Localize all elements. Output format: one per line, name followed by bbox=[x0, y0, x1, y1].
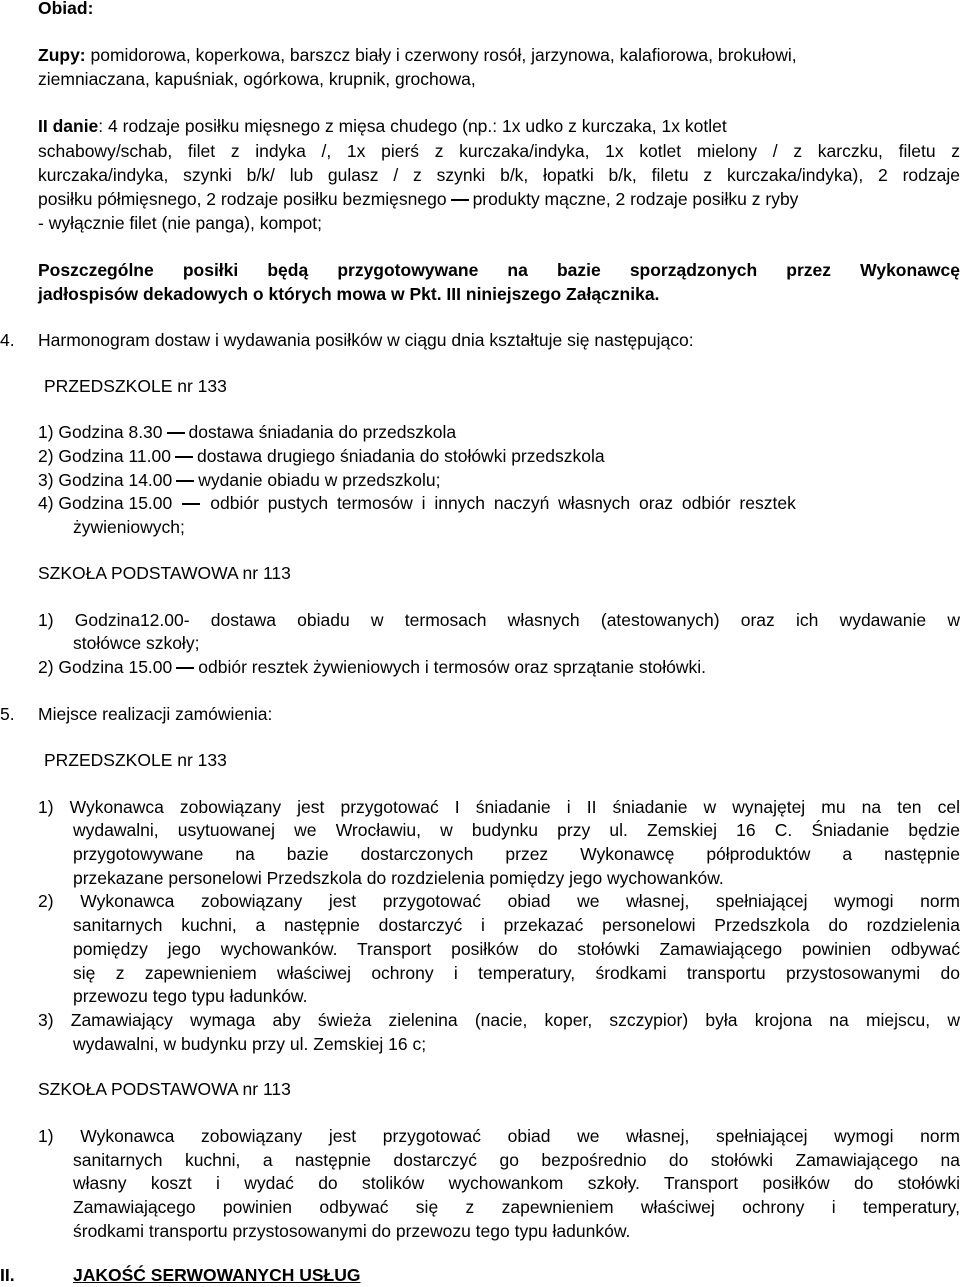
zupy-line-1 bbox=[38, 43, 797, 67]
schedule-item-3 bbox=[38, 468, 441, 492]
bold-note-line-2: jadłospisów dekadowych o których mowa w Pkt. III niniejszego Załącznika. bbox=[38, 284, 660, 304]
szkola-heading: SZKOŁA PODSTAWOWA nr 113 bbox=[38, 563, 291, 583]
obiad-heading: Obiad: bbox=[38, 0, 94, 18]
place-item-2-line-3: pomiędzy jego wychowanków. Transport posiłków do stołówki Zamawiającego powinien odbywać bbox=[73, 939, 960, 959]
szkola-heading-2: SZKOŁA PODSTAWOWA nr 113 bbox=[38, 1079, 291, 1099]
schedule-item-1 bbox=[38, 420, 456, 444]
szkola-item-1-line-4: Zamawiającego powinien odbywać się z zapewnieniem właściwej ochrony i temperatury, bbox=[73, 1197, 960, 1217]
schedule-desc: odbiór resztek żywieniowych i termosów oraz sprzątanie stołówki. bbox=[198, 657, 706, 677]
schedule-time: 1) Godzina 8.30 bbox=[38, 422, 163, 442]
zupy-line-2: ziemniaczana, kapuśniak, ogórkowa, krupnik, grochowa, bbox=[38, 69, 476, 89]
przedszkole-heading-2: PRZEDSZKOLE nr 133 bbox=[44, 750, 227, 770]
szkola-item-1-line-2: sanitarnych kuchni, a następnie dostarczyć go bezpośrednio do stołówki Zamawiającego na bbox=[73, 1150, 960, 1170]
em-dash bbox=[176, 667, 194, 669]
place-item-2-line-5: przewozu tego typu ładunków. bbox=[73, 986, 308, 1006]
schedule-time: 2) Godzina 11.00 bbox=[38, 446, 171, 466]
place-item-3-line-1: 3) Zamawiający wymaga aby świeża zielenina (nacie, koper, szczypior) była krojona na miejscu, w bbox=[38, 1010, 960, 1030]
szkola-schedule-1-cont: stołówce szkoły; bbox=[73, 633, 200, 653]
zupy-label: Zupy: bbox=[38, 45, 86, 65]
section-ii-title: JAKOŚĆ SERWOWANYCH USŁUG bbox=[73, 1265, 361, 1285]
schedule-item-4-cont: żywieniowych; bbox=[73, 517, 185, 537]
drugie-danie-label: II danie bbox=[38, 116, 99, 136]
drugie-danie-line-2: schabowy/schab, filet z indyka /, 1x pierś z kurczaka/indyka, 1x kotlet mielony / z karczku, filetu z bbox=[38, 141, 960, 161]
em-dash bbox=[167, 432, 185, 434]
drugie-danie-text-4b: produkty mączne, 2 rodzaje posiłku z ryby bbox=[472, 189, 799, 209]
drugie-danie-text-1: : 4 rodzaje posiłku mięsnego z mięsa chudego (np.: 1x udko z kurczaka, 1x kotlet bbox=[98, 116, 727, 136]
schedule-item-4 bbox=[38, 491, 960, 515]
schedule-desc: dostawa drugiego śniadania do stołówki przedszkola bbox=[196, 446, 605, 466]
szkola-item-1-line-5: środkami transportu przystosowanymi do przewozu tego typu ładunków. bbox=[73, 1221, 631, 1241]
place-item-3-line-2: wydawalni, w budynku przy ul. Zemskiej 16 c; bbox=[73, 1034, 427, 1054]
em-dash bbox=[182, 503, 200, 505]
section-4-title: Harmonogram dostaw i wydawania posiłków w ciągu dnia kształtuje się następująco: bbox=[38, 330, 694, 350]
bold-note-line-1: Poszczególne posiłki będą przygotowywane na bazie sporządzonych przez Wykonawcę bbox=[38, 260, 960, 280]
place-item-2-line-4: się z zapewnieniem właściwej ochrony i temperatury, środkami transportu przystosowanymi do bbox=[73, 963, 960, 983]
section-5-title: Miejsce realizacji zamówienia: bbox=[38, 704, 273, 724]
schedule-time: 3) Godzina 14.00 bbox=[38, 470, 173, 490]
drugie-danie-line-4 bbox=[38, 187, 960, 211]
place-item-1-line-1: 1) Wykonawca zobowiązany jest przygotować I śniadanie i II śniadanie w wynajętej mu na ten cel bbox=[38, 797, 960, 817]
przedszkole-heading: PRZEDSZKOLE nr 133 bbox=[44, 376, 227, 396]
em-dash bbox=[176, 480, 194, 482]
place-item-2-line-2: sanitarnych kuchni, a następnie dostarczyć i przekazać personelowi Przedszkola do rozdzielenia bbox=[73, 915, 960, 935]
drugie-danie-line-5: - wyłącznie filet (nie panga), kompot; bbox=[38, 213, 323, 233]
place-item-1-line-4: przekazane personelowi Przedszkola do rozdzielenia pomiędzy jego wychowanków. bbox=[73, 868, 724, 888]
zupy-text-1: pomidorowa, koperkowa, barszcz biały i czerwony rosół, jarzynowa, kalafiorowa, brokułowi, bbox=[90, 45, 797, 65]
section-ii-number: II. bbox=[0, 1265, 15, 1285]
szkola-item-1-line-3: własny koszt i wydać do stolików wychowankom szkoły. Transport posiłków do stołówki bbox=[73, 1173, 960, 1193]
section-5-number: 5. bbox=[0, 704, 15, 724]
section-4-number: 4. bbox=[0, 330, 15, 350]
schedule-desc: odbiór pustych termosów i innych naczyń własnych oraz odbiór resztek bbox=[210, 493, 796, 513]
place-item-1-line-2: wydawalni, usytuowanej we Wrocławiu, w budynku przy ul. Zemskiej 16 C. Śniadanie będzie bbox=[73, 820, 960, 840]
schedule-time: 2) Godzina 15.00 bbox=[38, 657, 173, 677]
drugie-danie-text-4a: posiłku półmięsnego, 2 rodzaje posiłku bezmięsnego bbox=[38, 189, 447, 209]
drugie-danie-line-3: kurczaka/indyka, szynki b/k/ lub gulasz / z szynki b/k, łopatki b/k, filetu z kurczaka/indyka), 2 rodzaje bbox=[38, 165, 960, 185]
place-item-1-line-3: przygotowywane na bazie dostarczonych przez Wykonawcę półproduktów a następnie bbox=[73, 844, 960, 864]
schedule-item-2 bbox=[38, 444, 605, 468]
schedule-desc: dostawa śniadania do przedszkola bbox=[188, 422, 457, 442]
place-item-2-line-1: 2) Wykonawca zobowiązany jest przygotować obiad we własnej, spełniającej wymogi norm bbox=[38, 891, 960, 911]
em-dash bbox=[451, 199, 469, 201]
em-dash bbox=[175, 456, 193, 458]
szkola-schedule-1: 1) Godzina12.00- dostawa obiadu w termosach własnych (atestowanych) oraz ich wydawanie w bbox=[38, 610, 960, 630]
schedule-desc: wydanie obiadu w przedszkolu; bbox=[198, 470, 441, 490]
schedule-time: 4) Godzina 15.00 bbox=[38, 493, 173, 513]
szkola-schedule-2 bbox=[38, 655, 706, 679]
szkola-item-1-line-1: 1) Wykonawca zobowiązany jest przygotować obiad we własnej, spełniającej wymogi norm bbox=[38, 1126, 960, 1146]
drugie-danie-line-1 bbox=[38, 114, 960, 138]
